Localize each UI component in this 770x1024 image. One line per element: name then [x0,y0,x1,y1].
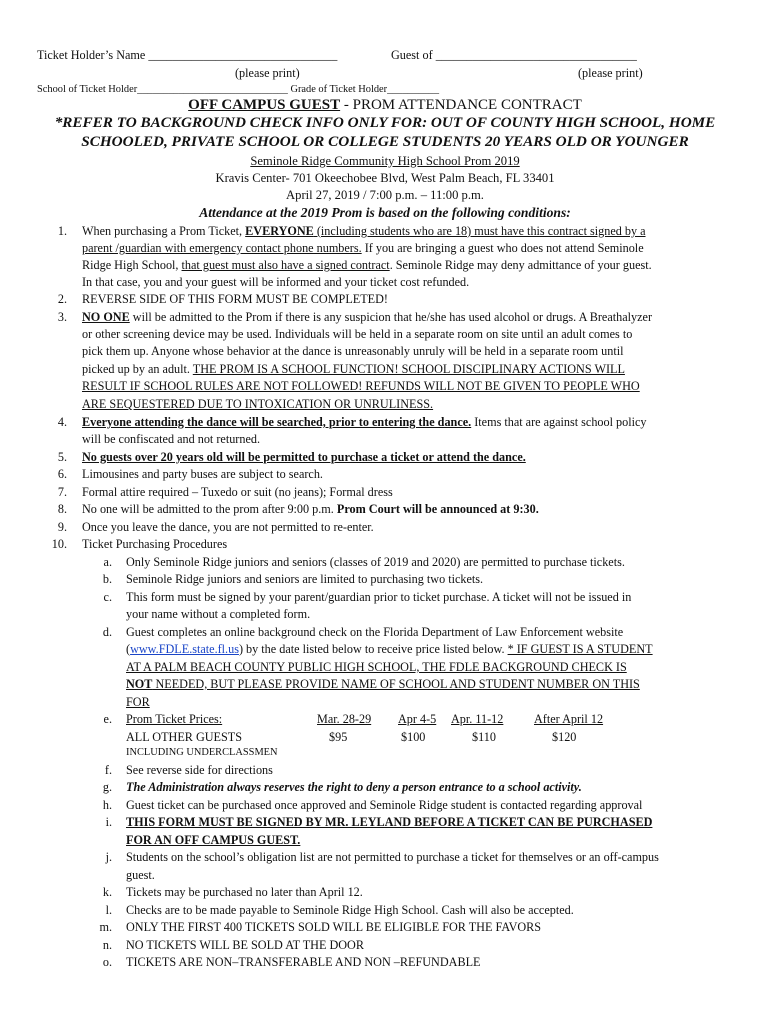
school-field[interactable]: _____________________________ [137,84,288,95]
sub-letter-d: d. [102,625,112,639]
sub-letter-k: k. [102,885,112,899]
item-number-8: 8. [57,502,67,516]
price-value-3: $110 [472,730,496,744]
item-3-line-4: picked up by an adult. THE PROM IS A SCHOOL FUNCTION! SCHOOL DISCIPLINARY ACTIONS WILL [82,362,625,376]
item-4-line-2: will be confiscated and not returned. [82,432,261,446]
sub-letter-c: c. [103,590,112,604]
event-name: Seminole Ridge Community High School Prom 2019 [250,154,520,168]
sub-item-d-line-4: NOT NEEDED, BUT PLEASE PROVIDE NAME OF SCHOOL AND STUDENT NUMBER ON THIS [126,677,640,691]
price-value-1: $95 [329,730,348,744]
sub-letter-j: j. [105,850,112,864]
sub-item-g: The Administration always reserves the right to deny a person entrance to a school activity. [126,780,582,794]
item-1-line-4: In that case, you and your guest will be informed and your ticket cost refunded. [82,275,470,289]
sub-item-f: See reverse side for directions [126,763,273,777]
item-number-4: 4. [57,415,67,429]
item-6: Limousines and party buses are subject to search. [82,467,323,481]
ticket-holder-name-row [37,47,337,63]
school-label: School of Ticket Holder [37,84,138,95]
sub-item-j-line-1: Students on the school’s obligation list are not permitted to purchase a ticket for themselves or an off-campus [126,850,659,864]
contract-heading: - PROM ATTENDANCE CONTRACT [340,97,582,113]
grade-label: Grade of Ticket Holder [290,84,388,95]
sub-item-d-line-2: (www.FDLE.state.fl.us) by the date listed below to receive price listed below. * IF GUEST IS A STUDENT [126,642,653,656]
item-3-line-2: or other screening device may be used. Individuals will be held in a separate room on site until an adult comes to [82,327,633,341]
sub-item-d-line-5: FOR [126,695,150,709]
guest-of-row [391,47,637,63]
sub-item-k: Tickets may be purchased no later than April 12. [126,885,363,899]
sub-letter-n: n. [102,938,112,952]
off-campus-guest-heading: OFF CAMPUS GUEST [188,97,341,113]
item-number-5: 5. [57,450,67,464]
sub-item-j-line-2: guest. [126,868,155,882]
event-venue: Kravis Center- 701 Okeechobee Blvd, West Palm Beach, FL 33401 [215,171,555,185]
item-3-line-1: NO ONE will be admitted to the Prom if there is any suspicion that he/she has used alcohol or drugs. A Breathalyzer [82,310,653,324]
item-number-10: 10. [51,537,67,551]
item-number-7: 7. [57,485,67,499]
price-period-1: Mar. 28-29 [317,712,372,726]
price-period-4: After April 12 [534,712,604,726]
guest-label: Guest of [391,48,433,62]
event-date: April 27, 2019 / 7:00 p.m. – 11:00 p.m. [286,188,484,202]
prices-label: Prom Ticket Prices: [126,712,223,726]
sub-item-c-line-1: This form must be signed by your parent/guardian prior to ticket purchase. A ticket will not be issued in [126,590,632,604]
item-number-6: 6. [57,467,67,481]
sub-item-d-line-3: AT A PALM BEACH COUNTY PUBLIC HIGH SCHOOL, THE FDLE BACKGROUND CHECK IS [126,660,627,674]
item-1-line-3: Ridge High School, that guest must also have a signed contract. Seminole Ridge may deny admittance of your guest. [82,258,652,272]
please-print-note-2: (please print) [578,66,643,80]
please-print-note-1: (please print) [235,66,300,80]
price-row-sublabel: INCLUDING UNDERCLASSMEN [126,747,278,758]
item-number-3: 3. [57,310,67,324]
contract-title [0,97,770,113]
item-2: REVERSE SIDE OF THIS FORM MUST BE COMPLETED! [82,292,388,306]
sub-item-c-line-2: your name without a completed form. [126,607,311,621]
sub-letter-e: e. [103,712,112,726]
item-number-2: 2. [57,292,67,306]
item-1-line-1: When purchasing a Prom Ticket, EVERYONE (including students who are 18) must have this contract signed by a [82,224,646,238]
guest-of-field[interactable]: _________________________________ [435,48,637,62]
item-3-line-5: RESULT IF SCHOOL RULES ARE NOT FOLLOWED! REFUNDS WILL NOT BE GIVEN TO PEOPLE WHO [82,379,640,393]
sub-item-b: Seminole Ridge juniors and seniors are limited to purchasing two tickets. [126,572,484,586]
price-period-3: Apr. 11-12 [451,712,504,726]
item-9: Once you leave the dance, you are not permitted to re-enter. [82,520,374,534]
sub-letter-h: h. [102,798,112,812]
sub-letter-l: l. [105,903,112,917]
sub-item-i-line-1: THIS FORM MUST BE SIGNED BY MR. LEYLAND BEFORE A TICKET CAN BE PURCHASED [126,815,653,829]
sub-letter-f: f. [104,763,112,777]
sub-item-m: ONLY THE FIRST 400 TICKETS SOLD WILL BE ELIGIBLE FOR THE FAVORS [126,920,542,934]
holder-name-field[interactable]: _______________________________ [148,48,338,62]
school-grade-row [37,82,439,98]
sub-item-d-line-1: Guest completes an online background check on the Florida Department of Law Enforcement website [126,625,624,639]
item-7: Formal attire required – Tuxedo or suit (no jeans); Formal dress [82,485,393,499]
sub-item-n: NO TICKETS WILL BE SOLD AT THE DOOR [126,938,364,952]
price-value-4: $120 [552,730,577,744]
sub-item-i-line-2: FOR AN OFF CAMPUS GUEST. [126,833,301,847]
sub-letter-o: o. [102,955,112,969]
sub-item-o: TICKETS ARE NON–TRANSFERABLE AND NON –REFUNDABLE [126,955,481,969]
sub-item-l: Checks are to be made payable to Seminole Ridge High School. Cash will also be accepted. [126,903,574,917]
item-10: Ticket Purchasing Procedures [82,537,228,551]
item-3-line-6: ARE SEQUESTERED DUE TO INTOXICATION OR UNRULINESS. [82,397,434,411]
sub-item-a: Only Seminole Ridge juniors and seniors (classes of 2019 and 2020) are permitted to purchase tickets. [126,555,625,569]
conditions-heading: Attendance at the 2019 Prom is based on the following conditions: [199,205,571,220]
background-check-note-line-1: *REFER TO BACKGROUND CHECK INFO ONLY FOR: OUT OF COUNTY HIGH SCHOOL, HOME [54,114,716,131]
holder-label: Ticket Holder’s Name [37,48,146,62]
item-4-line-1: Everyone attending the dance will be searched, prior to entering the dance. Items that are against school policy [82,415,647,429]
item-8: No one will be admitted to the prom after 9:00 p.m. Prom Court will be announced at 9:30. [82,502,539,516]
fdle-website-link[interactable]: www.FDLE.state.fl.us [130,642,239,656]
item-1-line-2: parent /guardian with emergency contact phone numbers. If you are bringing a guest who does not attend Seminole [82,241,644,255]
item-3-line-3: pick them up. Anyone whose behavior at the dance is unreasonably unruly will be held in a separate room until [82,344,624,358]
item-5: No guests over 20 years old will be permitted to purchase a ticket or attend the dance. [82,450,526,464]
sub-item-h: Guest ticket can be purchased once approved and Seminole Ridge student is contacted regarding approval [126,798,643,812]
background-check-note-line-2: SCHOOLED, PRIVATE SCHOOL OR COLLEGE STUDENTS 20 YEARS OLD OR YOUNGER [81,133,689,150]
price-value-2: $100 [401,730,426,744]
item-number-1: 1. [57,224,67,238]
price-period-2: Apr 4-5 [398,712,437,726]
grade-field[interactable]: __________ [387,84,440,95]
sub-letter-g: g. [102,780,112,794]
item-number-9: 9. [57,520,67,534]
sub-letter-m: m. [99,920,112,934]
sub-letter-a: a. [103,555,112,569]
sub-letter-i: i. [105,815,112,829]
sub-letter-b: b. [102,572,112,586]
price-row-label: ALL OTHER GUESTS [126,730,243,744]
